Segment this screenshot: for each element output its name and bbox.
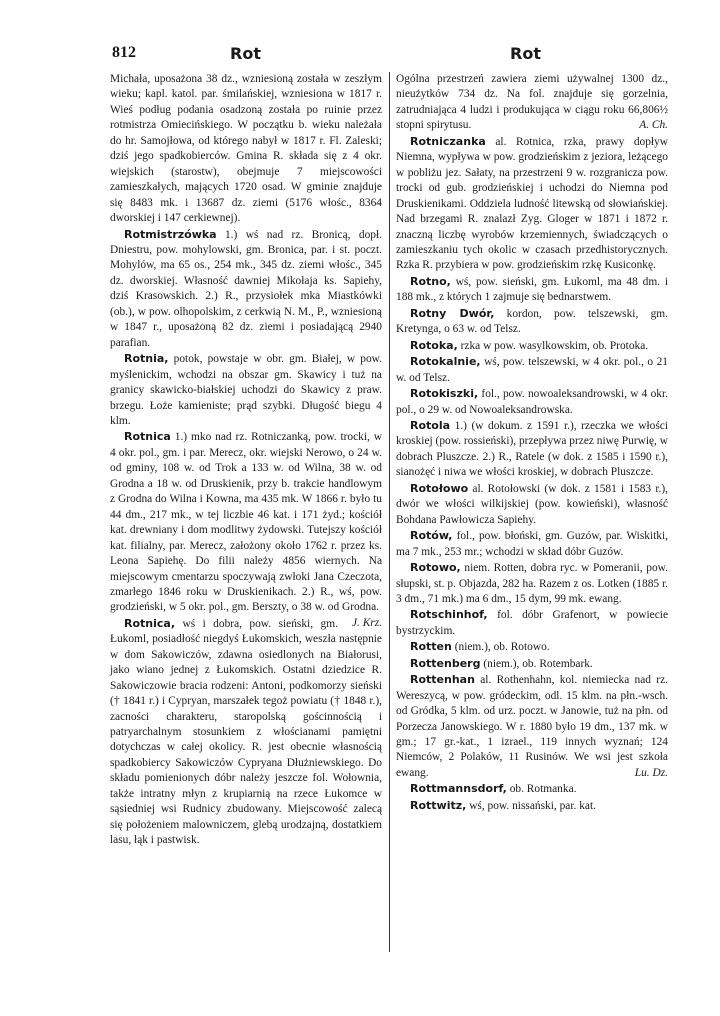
- entry-headword: Rotniczanka: [410, 134, 486, 148]
- dictionary-entry: [396, 672, 668, 781]
- dictionary-entry: [396, 781, 668, 797]
- entry-headword: Rottenberg: [410, 656, 481, 670]
- entry-text: wś, pow. sieński, gm. Łukoml, ma 48 dm. i 188 mk., z których 1 zajmuje się bednarstwem.: [396, 275, 668, 304]
- entry-headword: Rotno,: [410, 274, 451, 288]
- entry-text: (niem.), ob. Rotowo.: [454, 641, 550, 654]
- dictionary-entry: [110, 429, 382, 629]
- dictionary-entry: [396, 528, 668, 560]
- left-running-head: Rot: [230, 44, 261, 63]
- entry-headword: Rottenhan: [410, 673, 475, 687]
- entry-headword: Rotola: [410, 418, 451, 432]
- entry-headword: Rottwitz,: [410, 798, 467, 812]
- entry-text: niem. Rotten, dobra ryc. w Pomeranii, pow. słupski, st. p. Objazda, 282 ha. Razem z os. Lotken (1885 r. 3 dm., 71 mk.) ma 6 dm., 15 dym, 99 mk. ewang.: [396, 562, 668, 605]
- entry-headword: Rotny Dwór,: [410, 306, 495, 320]
- entry-text: wś, pow. nissański, par. kat.: [469, 799, 596, 812]
- entry-text: (niem.), ob. Rotembark.: [483, 657, 593, 670]
- dictionary-entry: [396, 798, 668, 814]
- entry-text: potok, powstaje w obr. gm. Białej, w pow. myślenickim, wchodzi na obszar gm. Skawicy i tuż na granicy skawicko-białskiej uchodzi do Skawicy z praw. brzegu. Łoże kamieniste; prąd szybki. Długość biegu 4 klm.: [110, 353, 382, 427]
- dictionary-entry: [110, 351, 382, 429]
- entry-text: fol. dóbr Grafenort, w powiecie bystrzyckim.: [396, 609, 668, 637]
- right-column: [396, 72, 668, 814]
- dictionary-entry: [396, 274, 668, 306]
- entry-text: al. Rothenhahn, kol. niemiecka nad rz. Wereszycą, w pow. gródeckim, odl. 15 klm. na płn.-wsch. od Gródka, 5 klm. od urz. poczt. w Janowie, tuż na płn. od Porzecza Janowskiego. W r. 1880 było 19 dm., 137 mk. w gm.; 17 gr.-kat., 1 izrael., 119 innych wyznań; 124 Niemców, 2 Polaków, 11 Rusinów. We wsi jest szkoła ewang.: [396, 674, 668, 779]
- entry-headword: Rotów,: [410, 529, 453, 543]
- entry-text: 1.) wś nad rz. Bronicą, dopł. Dniestru, pow. mohylowski, gm. Bronica, par. i st. poczt. Mohylów, ma 65 os., 254 mk., 345 dz. ziemi włośc., 345 dz. dworskiej. Własność dawniej Mikołaja ks. Sapiehy, dziś Krasowskich. 2.) R., przysiołek mka Miastkówki (ob.), w pow. olhopolskim, z cerkwią N. M., P., wzniesioną w 1847 r., uposażoną 82 dz. ziemi i posiadającą 2940 parafian.: [110, 228, 382, 349]
- entry-text: wś i dobra, pow. sieński, gm. Łukoml, posiadłość niegdyś Łukomskich, weszła następnie w dom Sakowiczów, zdawna osiedlonych na Białorusi, jako wiano jednej z Łukomskich. Ostatni dziedzice R. Sakowiczowie bracia rodzeni: Antoni, podkomorzy sieński († 1841 r.) i Cypryan, marszałek tegoż powiatu († 1848 r.), zacności charakteru, staropolską gościnnością i patryarchalnym stosunkiem z włościanami pamiętni dotychczas w całej okolicy. R. jest obecnie własnością spadkobiercy Sakowiczów Cypryana Dłużniewskiego. Do składu pomienionych dóbr należy jeszcze fol. Wołownia, także intratny młyn z krupiarnią na rzece Łukomce w sąsiedniej wsi Rudnicy zbudowany. Miejscowość zalecą się położeniem malowniczem, glebą urodzajną, dostatkiem lasu, łąk i pastwisk.: [110, 617, 382, 847]
- entry-text: 1.) mko nad rz. Rotniczanką, pow. trocki, w 4 okr. pol., gm. i par. Merecz, okr. wiejski Nerowo, o 24 w. od gminy, 108 w. od Trok a 133 w. od Wilna, 38 w. od Grodna a 18 w. od Druskienik, przy b. trakcie handlowym z Grodna do Wilna i Kowna, ma 435 mk. W 1866 r. było tu 44 dm., 217 mk., w tej liczbie 46 kat. i 171 żyd.; kościół kat. drewniany i dom modlitwy żydowski. Tutejszy kościół kat. filialny, par. Merecz, założony około 1762 r. przez ks. Leona Sapiehę. Do filii należy 4856 wiernych. Na miejscowym cmentarzu spoczywają zwłoki Jana Czeczota, zmarłego 1846 roku w Druskienikach. 2.) R., wś, pow. grodzieński, w 5 okr. pol., gm. Berszty, o 38 w. od Grodna.: [110, 431, 382, 614]
- entry-text: Michała, uposażona 38 dz., wzniesioną została w zeszłym wieku; kapl. katol. par. śmilańskiej, wzniesiona w 1817 r. Wieś podług podania osadzoną została po ruinie przez rotmistrza Omiecińskiego. W początku b. wieku należała do hr. Samojłowa, od którego nabył w 1817 r. Fl. Zaleski; dziś jego spadkobierców. Gmina R. składa się z 4 okr. wiejskich (starostw), obejmuje 7 miejscowości zamieszkałych, mających 1720 osad. W gminie znajduje się 8483 mk. i 13687 dz. ziemi (5176 włośc., 8364 dworskiej i 147 cerkiewnej).: [110, 73, 382, 225]
- entry-headword: Rotnica,: [124, 616, 176, 630]
- dictionary-entry: [396, 639, 668, 655]
- entry-text: rzka w pow. wasylkowskim, ob. Protoka.: [460, 339, 649, 352]
- dictionary-entry: [396, 72, 668, 134]
- entry-text: ob. Rotmanka.: [509, 783, 577, 796]
- entry-text: fol., pow. nowoaleksandrowski, w 4 okr. pol., o 29 w. od Nowoaleksandrowska.: [396, 388, 668, 416]
- dictionary-entry: [110, 72, 382, 227]
- entry-text: Ogólna przestrzeń zawiera ziemi używalnej 1300 dz., nieużytków 734 dz. Na fol. znajduje się gorzelnia, zatrudniająca 4 ludzi i produkująca w ciągu roku 66,806½ stopni spirytusu.: [396, 73, 668, 132]
- entry-headword: Rotnica: [124, 430, 171, 444]
- dictionary-entry: [396, 338, 668, 354]
- entry-headword: Rotschinhof,: [410, 608, 488, 622]
- right-running-head: Rot: [510, 44, 541, 63]
- left-column: [110, 72, 382, 849]
- dictionary-entry: [396, 306, 668, 338]
- entry-headword: Rotokalnie,: [410, 355, 481, 369]
- dictionary-entry: [396, 386, 668, 418]
- entry-text: fol., pow. błoński, gm. Guzów, par. Wiskitki, ma 7 mk., 253 mr.; wchodzi w skład dóbr Guzów.: [396, 530, 669, 558]
- entry-headword: Rotmistrzówka: [124, 227, 217, 241]
- author-signature: A. Ch.: [639, 119, 668, 132]
- entry-headword: Rotoka,: [410, 338, 458, 352]
- column-divider: [389, 72, 390, 952]
- entry-headword: Rottmannsdorf,: [410, 782, 507, 796]
- entry-headword: Rotten: [410, 640, 452, 654]
- dictionary-entry: [396, 418, 668, 481]
- dictionary-entry: [396, 481, 668, 528]
- entry-text: wś, pow. telszewski, w 4 okr. pol., o 21 w. od Telsz.: [396, 356, 668, 384]
- entry-headword: Rotnia,: [124, 352, 169, 366]
- page-number: 812: [112, 44, 136, 61]
- dictionary-entry: [110, 227, 382, 352]
- entry-text: 1.) (w dokum. z 1591 r.), rzeczka we włości kroskiej (pow. rossieński), przepływa przez niwę Purwię, w dobrach Pluszcze. 2.) R., Ratele (w dok. z 1585 i 1590 r.), sianożęć i niwa we włości kroskiej, w dobrach Pluszcze.: [396, 419, 668, 479]
- dictionary-entry: [396, 607, 668, 639]
- entry-headword: Rotowo,: [410, 561, 461, 575]
- author-signature: J. Krz.: [351, 616, 382, 629]
- entry-text: al. Rotnica, rzka, prawy dopływ Niemna, wypływa w pow. grodzieńskim z jeziora, leżącego w pobliżu jez. Sałaty, na przestrzeni 9 w. rozgranicza pow. trocki od gub. grodzieńskiej i uchodzi do Niemna pod Druskienikami. Oddziela ludność litewską od słowiańskiej. Nad brzegami R. znalazł Zyg. Gloger w 1871 i 1872 r. znaczną liczbę wyrobów krzemiennych, świadczących o zamieszkaniu tych okolic w czasach przedhistorycznych. Rzka R. przybiera w pow. grodzieńskim rzkę Kusiconkę.: [396, 135, 668, 272]
- entry-text: al. Rotołowski (w dok. z 1581 i 1583 r.), dwór we włości wilkijskiej (pow. kowieński), własność Bohdana Pawłowicza Sapiehy.: [396, 482, 668, 526]
- dictionary-entry: [396, 134, 668, 274]
- entry-headword: Rotokiszki,: [410, 387, 479, 401]
- dictionary-entry: [110, 616, 382, 849]
- author-signature: Lu. Dz.: [634, 766, 668, 779]
- page-header: [112, 44, 668, 66]
- entry-text: kordon, pow. telszewski, gm. Kretynga, o 63 w. od Telsz.: [396, 307, 668, 336]
- entry-headword: Rotołowo: [410, 481, 469, 495]
- dictionary-entry: [396, 354, 668, 386]
- dictionary-entry: [396, 656, 668, 672]
- dictionary-entry: [396, 560, 668, 607]
